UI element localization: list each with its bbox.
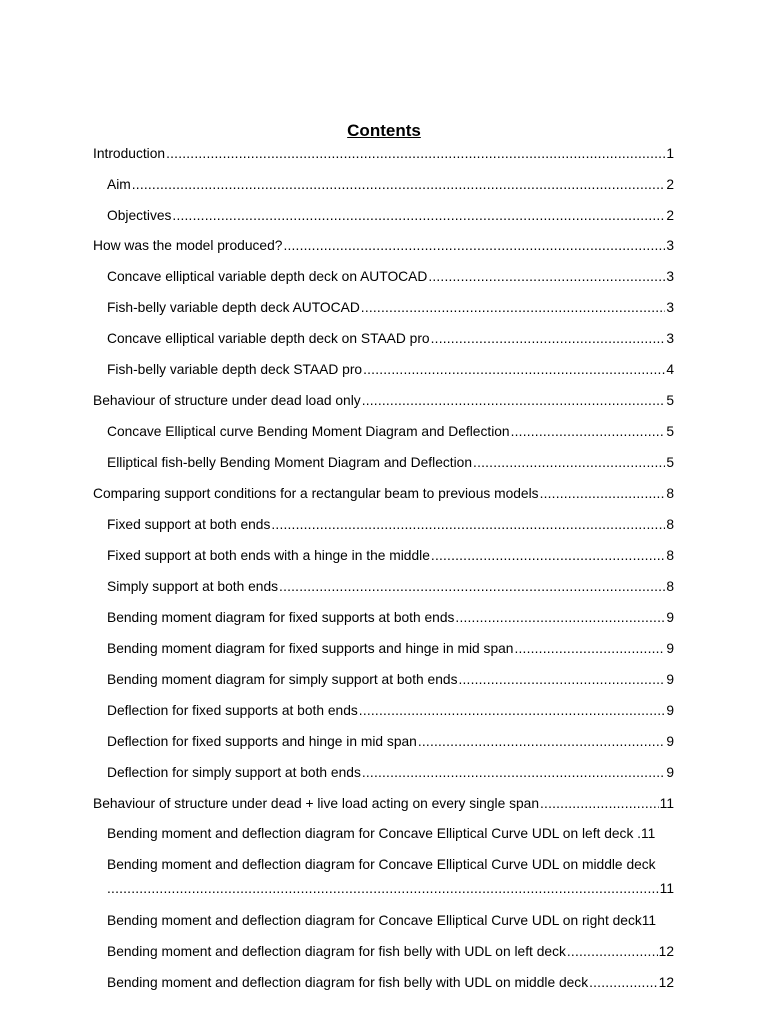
toc-entry-label: Aim	[107, 177, 131, 192]
toc-page-number: 9	[666, 672, 674, 687]
toc-page-number: 5	[666, 393, 674, 408]
toc-page-number: 5	[666, 424, 674, 439]
toc-entry[interactable]	[93, 485, 674, 503]
toc-entry[interactable]	[107, 974, 674, 992]
toc-entry-label: Objectives	[107, 208, 172, 223]
toc-entry-label: Deflection for simply support at both ends	[107, 765, 361, 780]
toc-entry[interactable]	[107, 912, 674, 930]
toc-page-number: 9	[666, 734, 674, 749]
toc-page-number: 9	[666, 703, 674, 718]
toc-page-number: 9	[666, 765, 674, 780]
toc-leader-dots	[362, 392, 666, 410]
toc-page-number: 9	[666, 641, 674, 656]
toc-entry[interactable]	[107, 825, 674, 843]
toc-entry-label: Bending moment and deflection diagram for Concave Elliptical Curve UDL on left deck .	[107, 826, 642, 841]
toc-leader-dots	[431, 547, 665, 565]
toc-page-number: 11	[641, 826, 656, 841]
toc-entry[interactable]	[107, 299, 674, 317]
toc-entry[interactable]	[107, 702, 674, 720]
toc-page-number: 12	[658, 944, 674, 959]
toc-leader-dots	[132, 176, 666, 194]
toc-entry-label: Bending moment and deflection diagram for fish belly with UDL on middle deck	[107, 975, 589, 990]
toc-entry-label: Simply support at both ends	[107, 579, 279, 594]
toc-leader-dots	[567, 943, 658, 961]
toc-page-number: 9	[666, 610, 674, 625]
toc-entry-label: Bending moment diagram for simply support at both ends	[107, 672, 458, 687]
toc-entry[interactable]	[93, 795, 674, 813]
toc-entry[interactable]	[107, 207, 674, 225]
toc-leader-dots	[589, 974, 658, 992]
toc-entry-label: Concave elliptical variable depth deck on AUTOCAD	[107, 269, 428, 284]
toc-leader-dots	[540, 795, 659, 813]
toc-entry-label: Bending moment diagram for fixed supports at both ends	[107, 610, 455, 625]
toc-entry[interactable]	[107, 609, 674, 627]
toc-entry-continuation[interactable]	[107, 880, 674, 898]
toc-page-number: 2	[666, 177, 674, 192]
toc-entry-label: How was the model produced?	[93, 238, 283, 253]
toc-page-number: 12	[658, 975, 674, 990]
toc-page-number: 11	[659, 796, 674, 811]
toc-entry[interactable]	[107, 640, 674, 658]
toc-leader-dots	[418, 733, 665, 751]
toc-entry-label: Behaviour of structure under dead + live load acting on every single span	[93, 796, 539, 811]
toc-page-number: 3	[666, 269, 674, 284]
toc-entry-label: Concave Elliptical curve Bending Moment Diagram and Deflection	[107, 424, 510, 439]
toc-leader-dots	[473, 454, 665, 472]
toc-page-number: 4	[666, 362, 674, 377]
toc-leader-dots	[511, 423, 666, 441]
toc-entry[interactable]	[107, 361, 674, 379]
toc-leader-dots	[283, 237, 665, 255]
toc-page-number: 3	[666, 238, 674, 253]
toc-page-number: 8	[666, 517, 674, 532]
toc-leader-dots	[455, 609, 665, 627]
toc-entry-label[interactable]: Bending moment and deflection diagram for Concave Elliptical Curve UDL on middle deck	[107, 857, 656, 872]
toc-entry-label: Introduction	[93, 146, 166, 161]
toc-page-number: 8	[666, 548, 674, 563]
toc-leader-dots	[107, 880, 659, 898]
toc-entry[interactable]	[107, 671, 674, 689]
toc-entry[interactable]	[93, 237, 674, 255]
toc-page-number: 2	[666, 208, 674, 223]
toc-entry[interactable]	[107, 764, 674, 782]
toc-leader-dots	[279, 578, 665, 596]
toc-leader-dots	[431, 330, 666, 348]
toc-entry[interactable]	[107, 268, 674, 286]
toc-leader-dots	[166, 145, 665, 163]
toc-entry-label: Behaviour of structure under dead load only	[93, 393, 361, 408]
toc-entry[interactable]	[93, 145, 674, 163]
toc-page-number: 8	[666, 579, 674, 594]
toc-entry-label: Fish-belly variable depth deck STAAD pro	[107, 362, 363, 377]
toc-leader-dots	[458, 671, 665, 689]
toc-entry[interactable]	[107, 578, 674, 596]
toc-entry-label: Bending moment and deflection diagram for fish belly with UDL on left deck	[107, 944, 566, 959]
toc-page-number: 3	[666, 331, 674, 346]
toc-entry[interactable]	[107, 330, 674, 348]
toc-entry-label: Fish-belly variable depth deck AUTOCAD	[107, 300, 360, 315]
toc-entry[interactable]	[107, 516, 674, 534]
toc-leader-dots	[361, 299, 666, 317]
toc-page-number: 1	[666, 146, 674, 161]
toc-entry-label: Bending moment diagram for fixed supports and hinge in mid span	[107, 641, 514, 656]
toc-leader-dots	[271, 516, 665, 534]
toc-page-number: 11	[659, 881, 674, 896]
toc-entry[interactable]	[107, 454, 674, 472]
toc-page-number: 5	[666, 455, 674, 470]
toc-leader-dots	[362, 764, 665, 782]
toc-entry-label: Deflection for fixed supports and hinge in mid span	[107, 734, 417, 749]
toc-page-number: 8	[666, 486, 674, 501]
toc-entry-label: Comparing support conditions for a rectangular beam to previous models	[93, 486, 539, 501]
toc-entry-label: Deflection for fixed supports at both ends	[107, 703, 358, 718]
toc-leader-dots	[363, 361, 665, 379]
toc-entry-label: Elliptical fish-belly Bending Moment Diagram and Deflection	[107, 455, 473, 470]
toc-entry[interactable]	[93, 392, 674, 410]
toc-entry-label: Concave elliptical variable depth deck on STAAD pro	[107, 331, 430, 346]
toc-entry[interactable]	[107, 423, 674, 441]
toc-entry-label: Bending moment and deflection diagram for Concave Elliptical Curve UDL on right deck	[107, 913, 642, 928]
toc-leader-dots	[540, 485, 666, 503]
page-title: Contents	[347, 121, 421, 140]
toc-entry[interactable]	[107, 943, 674, 961]
toc-entry[interactable]	[107, 733, 674, 751]
toc-leader-dots	[514, 640, 665, 658]
toc-entry[interactable]	[107, 176, 674, 194]
toc-page-number: 11	[641, 913, 657, 928]
toc-leader-dots	[359, 702, 666, 720]
toc-page-number: 3	[666, 300, 674, 315]
toc-leader-dots	[172, 207, 665, 225]
toc-entry-label: Fixed support at both ends	[107, 517, 271, 532]
toc-entry[interactable]	[107, 547, 674, 565]
toc-leader-dots	[428, 268, 665, 286]
toc-entry-label: Fixed support at both ends with a hinge in the middle	[107, 548, 430, 563]
